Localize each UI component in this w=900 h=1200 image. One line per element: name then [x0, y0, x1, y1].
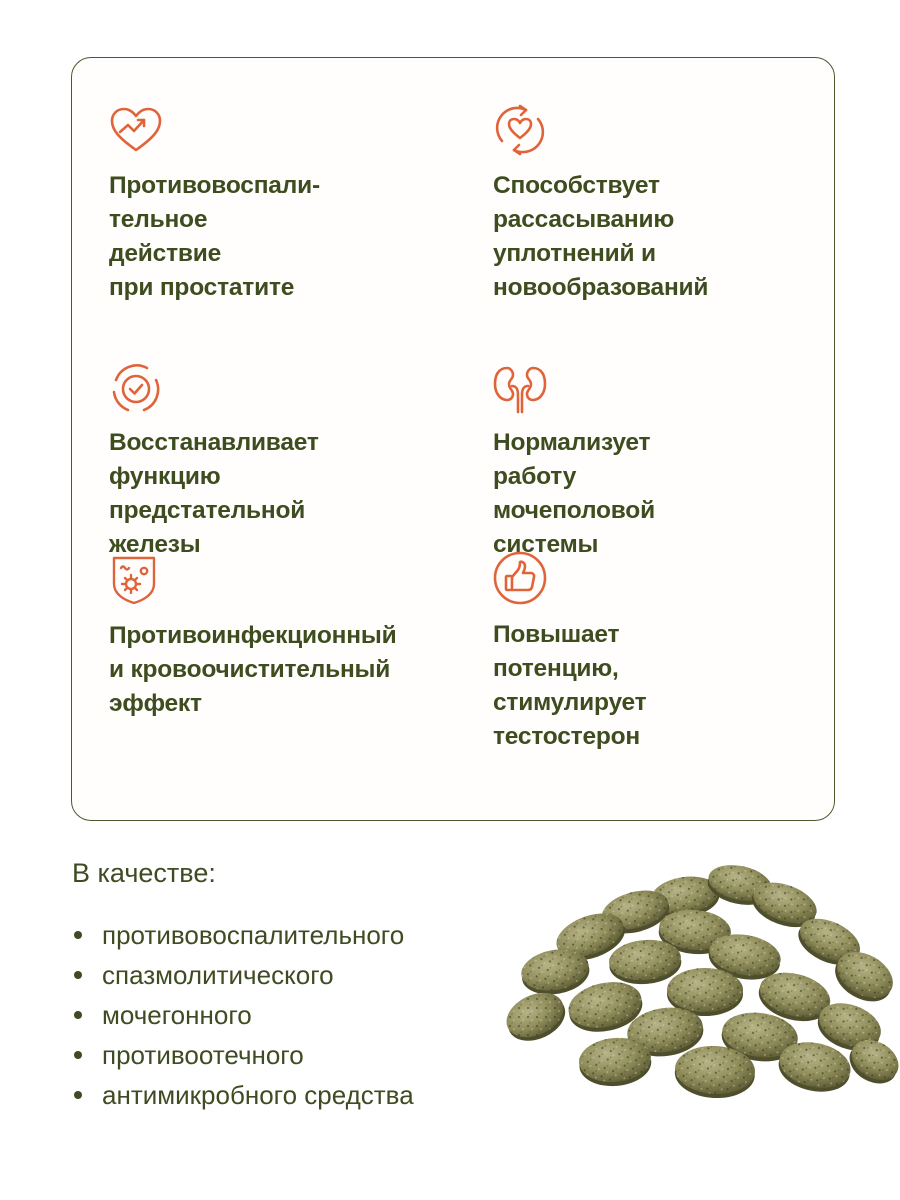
feature-text: Нормализует работу мочеполовой системы	[493, 429, 655, 558]
feature-text: Восстанавливает функцию предстательной железы	[109, 429, 319, 558]
target-check-icon	[109, 362, 163, 416]
benefits-card	[71, 57, 835, 821]
thumbs-up-icon	[493, 551, 547, 605]
feature-text: Способствует рассасыванию уплотнений и новообразований	[493, 172, 709, 301]
list-item: противовоспалительного	[72, 915, 414, 955]
usage-title: В качестве:	[72, 858, 216, 888]
heart-trend-icon	[109, 105, 163, 159]
kidneys-icon	[493, 362, 547, 416]
list-item: мочегонного	[72, 995, 414, 1035]
list-item: спазмолитического	[72, 955, 414, 995]
heart-cycle-icon	[493, 103, 547, 157]
feature-text: Противовоспали- тельное действие при простатите	[109, 172, 320, 301]
shield-virus-icon	[109, 552, 163, 606]
list-item: противоотечного	[72, 1035, 414, 1075]
feature-text: Повышает потенцию, стимулирует тестостерон	[493, 621, 647, 750]
list-item: антимикробного средства	[72, 1075, 414, 1115]
usage-list	[72, 915, 414, 1115]
herbal-tablets-photo	[495, 855, 900, 1115]
feature-text: Противоинфекционный и кровоочистительный эффект	[109, 622, 397, 717]
